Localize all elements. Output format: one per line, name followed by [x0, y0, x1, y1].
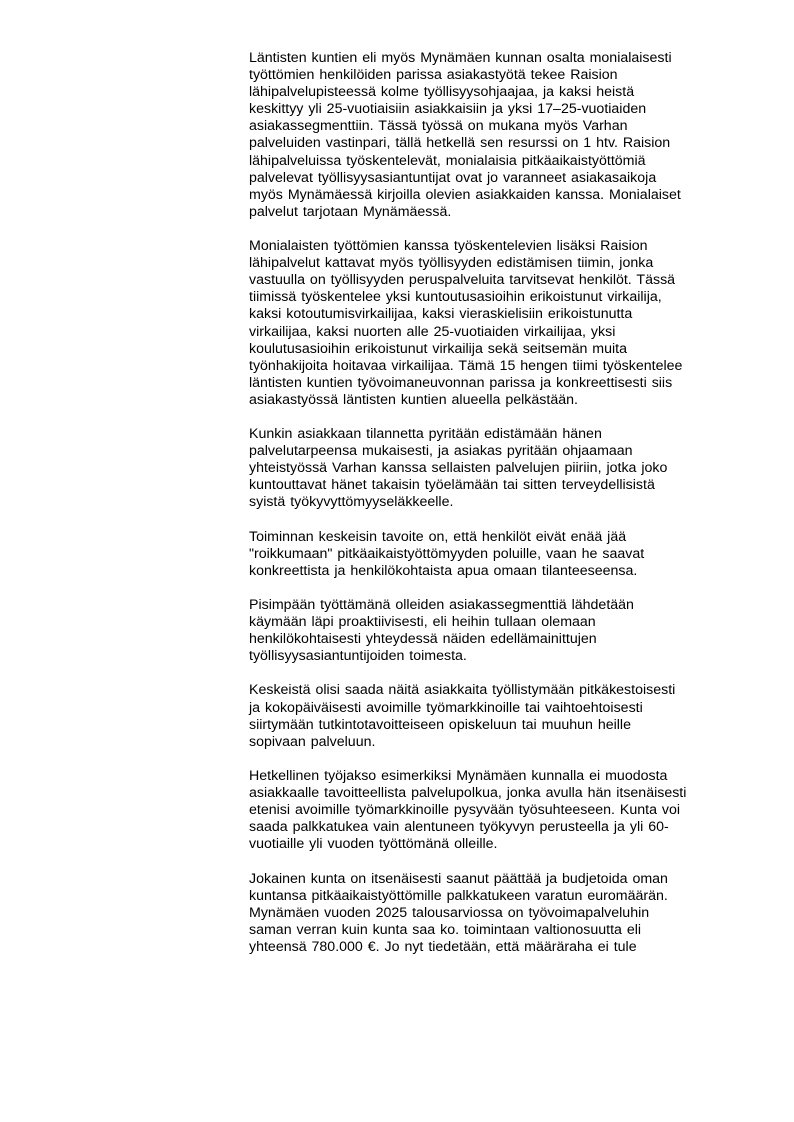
text-line: Hetkellinen työjakso esimerkiksi Mynämäen kunnalla ei muodosta: [249, 767, 668, 784]
text-line: Jokainen kunta on itsenäisesti saanut päättää ja budjetoida oman: [249, 870, 668, 887]
text-line: läntisten kuntien työvoimaneuvonnan parissa ja konkreettisesti siis: [249, 374, 673, 391]
text-line: vastuulla on työllisyyden peruspalveluita tarvitsevat henkilöt. Tässä: [249, 272, 676, 289]
text-line: "roikkumaan" pitkäaikaistyöttömyyden poluille, vaan he saavat: [249, 545, 645, 562]
text-line: kuntouttavat hänet takaisin työelämään tai sitten terveydellisistä: [249, 477, 655, 494]
paragraph-1: [249, 50, 741, 221]
text-line: saada palkkatukea vain alentuneen työkyvyn perusteella ja yli 60-: [249, 819, 669, 836]
text-line: palveluiden vastinpari, tällä hetkellä sen resurssi on 1 htv. Raision: [249, 135, 671, 152]
paragraph-5: [249, 597, 741, 665]
text-line: palvelevat työllisyysasiantuntijat ovat jo varanneet asiakasaikoja: [249, 169, 657, 186]
text-line: koulutusasioihin erikoistunut virkailija sekä seitsemän muita: [249, 340, 627, 357]
text-line: tiimissä työskentelee yksi kuntoutusasioihin erikoistunut virkailija,: [249, 289, 662, 306]
text-line: syistä työkyvyttömyyseläkkeelle.: [249, 494, 454, 511]
paragraph-8: [249, 871, 741, 956]
paragraph-6: [249, 682, 741, 750]
paragraph-2: [249, 238, 741, 409]
text-line: siirtymään tutkintotavoitteiseen opiskeluun tai muuhun heille: [249, 716, 631, 733]
text-line: kaksi kotoutumisvirkailijaa, kaksi vieraskielisiin erikoistunutta: [249, 306, 633, 323]
text-line: Mynämäen vuoden 2025 talousarviossa on työvoimapalveluhin: [249, 904, 650, 921]
paragraph-4: [249, 529, 741, 580]
text-line: virkailijaa, kaksi nuorten alle 25-vuotiaiden virkailijaa, yksi: [249, 323, 616, 340]
text-line: yhteistyössä Varhan kanssa sellaisten palvelujen piiriin, jotka joko: [249, 460, 668, 477]
text-line: Toiminnan keskeisin tavoite on, että henkilöt eivät enää jää: [249, 528, 627, 545]
text-line: sopivaan palveluun.: [249, 733, 376, 750]
text-line: Monialaisten työttömien kanssa työskentelevien lisäksi Raision: [249, 238, 648, 255]
text-line: työnhakijoita hoitavaa virkailijaa. Tämä 15 hengen tiimi työskentelee: [249, 357, 683, 374]
text-line: palvelutarpeensa mukaisesti, ja asiakas pyritään ohjaamaan: [249, 443, 633, 460]
text-line: asiakkaalle tavoitteellista palvelupolkua, jonka avulla hän itsenäisesti: [249, 785, 687, 802]
text-line: kuntansa pitkäaikaistyöttömille palkkatukeen varatun euromäärän.: [249, 887, 668, 904]
text-line: yhteensä 780.000 €. Jo nyt tiedetään, että määräraha ei tule: [249, 938, 637, 955]
text-line: Pisimpään työttämänä olleiden asiakassegmenttiä lähdetään: [249, 597, 634, 613]
paragraph-3: [249, 426, 741, 511]
text-line: henkilökohtaisesti yhteydessä näiden edellämainittujen: [249, 631, 597, 648]
text-line: työllisyysasiantuntijoiden toimesta.: [249, 648, 467, 665]
text-line: lähipalvelupisteessä kolme työllisyysohjaajaa, ja kaksi heistä: [249, 84, 635, 101]
paragraph-7: [249, 768, 741, 853]
text-line: saman verran kuin kunta saa ko. toimintaan valtionosuutta eli: [249, 921, 642, 938]
text-line: asiakassegmenttiin. Tässä työssä on mukana myös Varhan: [249, 118, 628, 135]
text-line: etenisi avoimille työmarkkinoille pysyvään työsuhteeseen. Kunta voi: [249, 802, 681, 819]
body-text: [249, 50, 741, 973]
text-line: Keskeistä olisi saada näitä asiakkaita työllistymään pitkäkestoisesti: [249, 682, 676, 699]
text-line: palvelut tarjotaan Mynämäessä.: [249, 203, 452, 220]
text-line: Läntisten kuntien eli myös Mynämäen kunnan osalta monialaisesti: [249, 50, 672, 66]
text-line: lähipalveluissa työskentelevät, monialaisia pitkäaikaistyöttömiä: [249, 152, 646, 169]
text-line: työttömien henkilöiden parissa asiakastyötä tekee Raision: [249, 67, 618, 84]
text-line: konkreettista ja henkilökohtaista apua omaan tilanteeseensa.: [249, 562, 638, 579]
text-line: vuotiaille yli vuoden työttömänä olleille.: [249, 836, 498, 853]
text-line: käymään läpi proaktiivisesti, eli heihin tullaan olemaan: [249, 614, 596, 631]
text-line: ja kokopäiväisesti avoimille työmarkkinoille tai vaihtoehtoisesti: [249, 699, 643, 716]
text-line: myös Mynämäessä kirjoilla olevien asiakkaiden kanssa. Monialaiset: [249, 186, 681, 203]
text-line: lähipalvelut kattavat myös työllisyyden edistämisen tiimin, jonka: [249, 255, 654, 272]
text-line: asiakastyössä läntisten kuntien alueella pelkästään.: [249, 391, 578, 408]
text-line: Kunkin asiakkaan tilannetta pyritään edistämään hänen: [249, 426, 602, 443]
text-line: keskittyy yli 25-vuotiaisiin asiakkaisiin ja yksi 17–25-vuotiaiden: [249, 101, 647, 118]
